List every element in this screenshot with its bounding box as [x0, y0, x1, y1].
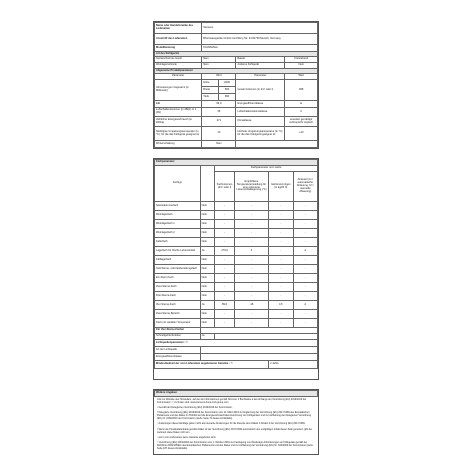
compartment-value: - [234, 229, 268, 238]
compartment-name: Zwei-Sterne-Bereich [155, 310, 201, 319]
compartment-value: Nein [200, 274, 215, 283]
compartment-value: - [293, 220, 317, 229]
warranty-label: Mindestlaufzeit der vom Lieferanten angebotenen Garantie ᶜ ᵈ: [155, 361, 269, 369]
compartment-name: Weinlagerfach 2 [155, 229, 201, 238]
compartment-row [155, 202, 318, 211]
compartment-value: 89,0 [215, 301, 235, 310]
light-class-label: Energieeffizienzklasse [155, 354, 201, 361]
compartment-name: Speisekammerfach [155, 202, 201, 211]
value-col-header: Wert [202, 74, 236, 80]
design-type-label: Bauart [236, 57, 285, 63]
compartment-name: Zwei-Sterne-Fach [155, 283, 201, 292]
other-appliance-value: Nein [285, 63, 318, 69]
compartment-value: - [293, 229, 317, 238]
footnote: ᵃ Gemäß der Delegierten Verordnung (EU) 2019/2016 der Kommission. [157, 406, 233, 410]
param2-col-header: Parameter [236, 74, 285, 80]
total-volume-label: Gesamtvolumen (in dm³ oder l) [236, 80, 285, 101]
footnotes [154, 397, 318, 455]
compartment-value: - [215, 211, 235, 220]
noise-class-label: Luftschallemissionsklasse [236, 108, 285, 117]
compartment-value: - [269, 265, 293, 274]
total-volume-value: 368 [285, 80, 318, 101]
compartment-value: - [234, 274, 268, 283]
compartment-value: - [293, 202, 317, 211]
low-noise-label: Geräuscharmes Gerät [155, 57, 202, 63]
compartment-value: - [215, 229, 235, 238]
compartment-value: - [215, 220, 235, 229]
compartment-value: - [269, 220, 293, 229]
annual-energy-label: Jährlicher Energieverbrauch (in kWh/a) [155, 117, 202, 127]
compartment-value: - [293, 319, 317, 328]
noise-class-value: C [285, 108, 318, 117]
compartment-value: - [269, 283, 293, 292]
width-label: Breite [202, 87, 218, 94]
winter-setting-label: Winterschaltung [155, 141, 202, 148]
compartment-name: Drei-Sterne-Fach [155, 292, 201, 301]
compartment-value: Ja [200, 247, 215, 256]
model-label: Modellkennung [155, 45, 202, 52]
compartment-row [155, 301, 318, 310]
other-appliance-label: Anderes Kühlgerät [236, 63, 285, 69]
compartment-row [155, 256, 318, 265]
compartment-value: - [293, 310, 317, 319]
compartment-value: - [293, 274, 317, 283]
compartment-value: - [234, 202, 268, 211]
depth-label: Tiefe [202, 94, 218, 101]
winter-setting-value: Nein [202, 141, 236, 148]
general-parameters-table [154, 22, 318, 148]
compartment-value: Nein [200, 265, 215, 274]
defrost-type-header: Abtauart (A = automatische Abtauung, M = manuelle Abtauung) [293, 172, 317, 202]
additional-info-table [154, 390, 318, 397]
compartment-value: - [215, 256, 235, 265]
address-label: Anschrift des Lieferanten [155, 34, 202, 45]
empty-cell [236, 141, 318, 148]
compartment-value: - [234, 238, 268, 247]
compartment-name: Weinlagerfach [155, 211, 201, 220]
compartment-value: - [215, 265, 235, 274]
compartment-value: Nein [200, 238, 215, 247]
annual-energy-value: 271 [202, 117, 236, 127]
noise-label: Luftschallemissionen (in dB(A) re 1 pW) [155, 108, 202, 117]
compartment-value: Nein [200, 283, 215, 292]
footnote: ᵈ Wenn die Produktdatenbank gemäß Artikel 12 der Verordnung (EU) 2017/1369 automatisch den endgültigen Inhalt dieser Zelle generiert, gibt der Lieferant diese Daten nicht ein. [157, 427, 313, 434]
temp-setting-header: Empfohlene Temperatureinstellung für eine optimierte Lebensmittellagerung (°C) [234, 172, 268, 202]
compartment-title: Fachparameter [155, 160, 318, 166]
compartment-row [155, 229, 318, 238]
compartment-name: Null-Sterne- oder Eisbereitungsfach [155, 265, 201, 274]
compartment-value: - [293, 292, 317, 301]
noise-value: 36 [202, 108, 236, 117]
params-section-header: Allgemeine Produktparameter [155, 69, 318, 74]
compartment-row [155, 310, 318, 319]
compartment-value: - [269, 256, 293, 265]
compartment-value: A [293, 301, 317, 310]
compartment-value: - [293, 211, 317, 220]
compartment-value: Nein [200, 256, 215, 265]
freezing-capacity-header: Gefriervermögen (in kg/24 h) [269, 172, 293, 202]
footnote: ᶜ Änderungen dieser Einträge gelten nicht als relevante Änderungen für die Zwecke des Artikels 4 Absatz 4 der Verordnung (EU) 2017/1369. [157, 422, 306, 426]
compartment-value: 4,5 [269, 301, 293, 310]
compartment-table [154, 159, 318, 369]
dimensions-label: Abmessungen insgesamt (in Millimeter) [155, 80, 202, 101]
wine-cabinet-label: Weinlagerschrank [155, 63, 202, 69]
compartment-value: - [234, 211, 268, 220]
compartment-value: - [215, 319, 235, 328]
compartment-value: -18 [234, 301, 268, 310]
compartment-name: Ein-Stern-Fach [155, 274, 201, 283]
compartment-value: Nein [200, 310, 215, 319]
compartment-row [155, 265, 318, 274]
eei-label: EEI [155, 101, 202, 108]
light-type-label: Art der Lichtquelle [155, 347, 201, 354]
design-type-value: Freistehend [285, 57, 318, 63]
four-star-header: Für Vier-Sterne-Fächer [155, 328, 201, 334]
quick-freeze-label: Schnellgefrierfunktion [155, 334, 201, 340]
compartment-name: Vier-Sterne-Fach [155, 301, 201, 310]
compartment-value: - [234, 319, 268, 328]
compartment-value: - [269, 202, 293, 211]
compartment-value: Nein [200, 202, 215, 211]
compartment-value: 279,0 [215, 247, 235, 256]
compartment-value: - [234, 220, 268, 229]
volume-header: Fachvolumen (dm³ oder l) [215, 172, 235, 202]
quick-freeze-value: Ja [200, 334, 215, 340]
compartment-row [155, 319, 318, 328]
depth-value: 660 [218, 94, 236, 101]
compartment-value: Nein [200, 211, 215, 220]
compartment-value: - [215, 274, 235, 283]
compartment-value: Ja [200, 301, 215, 310]
max-ambient-label: Höchste Umgebungstemperatur (in °C), für die das Kühlgerät geeignet ist [236, 127, 285, 141]
compartment-name: Kellerfach [155, 238, 201, 247]
compartment-value: - [215, 283, 235, 292]
compartment-row [155, 292, 318, 301]
compartment-value: 4 [234, 247, 268, 256]
compartment-value: - [215, 292, 235, 301]
compartment-value: - [269, 292, 293, 301]
compartment-name: Fach mit variabler Temperatur [155, 319, 201, 328]
climate-class-value: erweitert gemäßigt/ subtropisch/ tropisch [285, 117, 318, 127]
general-parameters-sheet [153, 21, 319, 149]
additional-info-title: Weitere Angaben [155, 391, 318, 397]
warranty-value: 2 Jahre [269, 361, 318, 369]
light-type-value [200, 347, 317, 354]
compartment-value: - [293, 265, 317, 274]
compartment-value: - [269, 238, 293, 247]
compartment-value: - [215, 310, 235, 319]
min-ambient-value: 10 [202, 127, 236, 141]
compartment-value: - [234, 310, 268, 319]
compartment-name: Weinlagerfach 1 [155, 220, 201, 229]
compartment-value: Nein [200, 220, 215, 229]
supplier-label: Name oder Handelsmarke des Lieferanten [155, 23, 202, 34]
compartment-value: - [269, 211, 293, 220]
compartment-name: Kaltlagerfach [155, 256, 201, 265]
height-value: 2030 [218, 80, 236, 87]
compartment-value: Nein [200, 319, 215, 328]
light-source-header: Lichtquellenparameter ᵃ ᵇ: [155, 340, 318, 347]
compartment-value: - [234, 256, 268, 265]
height-label: Höhe [202, 80, 218, 87]
footnote: ¹⁾ Verordnung (EU) 2019/2019 der Kommission vom 1. Oktober 2019 zur Festlegung von Ökodesign-Anforderungen an Kühlgeräte gemäß der Richtlinie 2009/125/EG des Europäischen Parlaments und des Rates und zur Aufhebung der Verordnung (EG) Nr. 643/2009 der Kommission (siehe Seite 187 dieses Amtsblatts). [157, 441, 314, 450]
compartment-values-header: Fachparameter und -werte [215, 166, 318, 172]
compartment-value: - [293, 238, 317, 247]
type-section-header: Art des Kühlgeräts [155, 52, 318, 57]
light-class-value [200, 354, 317, 361]
compartment-name: Lagerfach für frische Lebensmittel [155, 247, 201, 256]
footnote: Link zur Website des Herstellers, auf der die Informationen gemäß Nummer 4 Buchstabe a des Anhangs der Verordnung (EU) 2019/2019 der Kommission ᵇ ¹⁾ zu finden sind: www.siemens-home.bsh-group.com [157, 398, 307, 404]
energy-class-label: Energieeffizienzklasse [236, 101, 285, 108]
compartment-value: A [293, 247, 317, 256]
compartment-value: - [269, 229, 293, 238]
compartment-value: - [215, 238, 235, 247]
eei-value: 99,9 [202, 101, 236, 108]
empty-cell [200, 166, 215, 202]
param-col-header: Parameter [155, 74, 202, 80]
compartment-value: - [293, 256, 317, 265]
low-noise-value: Nein [202, 57, 236, 63]
compartment-row [155, 238, 318, 247]
compartment-value: - [269, 247, 293, 256]
compartment-type-header: Fachtyp [155, 166, 201, 202]
compartment-row [155, 274, 318, 283]
compartment-value: - [269, 310, 293, 319]
compartment-value: - [234, 265, 268, 274]
model-value: KG39NVIEA [202, 45, 318, 52]
compartment-value: - [234, 283, 268, 292]
compartment-value: - [293, 283, 317, 292]
compartment-value: - [269, 319, 293, 328]
compartment-value: - [269, 274, 293, 283]
compartment-value: - [215, 202, 235, 211]
address-value: BSH Hausgeräte GmbH Carl-Wery-Str. 34 81739 Munich, Germany [202, 34, 318, 45]
climate-class-label: Klimaklasse [236, 117, 285, 127]
compartment-row [155, 283, 318, 292]
compartment-row [155, 247, 318, 256]
wine-cabinet-value: Nein [202, 63, 236, 69]
additional-info-sheet [153, 389, 319, 455]
compartment-row [155, 220, 318, 229]
compartment-parameters-sheet [153, 158, 319, 380]
value2-col-header: Wert [285, 74, 318, 80]
footnote: ᵉ wenn vom Lieferanten keine Garantie angeboten wird. [157, 435, 216, 439]
max-ambient-value: +43 [285, 127, 318, 141]
supplier-value: Siemens [202, 23, 318, 34]
footnote: ᵇ Delegierte Verordnung (EU) 2019/2016 der Kommission vom 11. März 2019 zur Ergänzung der Verordnung (EU) 2017/1369 des Europäischen Parlaments und des Rates im Hinblick auf die Energieverbrauchskennzeichnung von Kühlgeräten und zur Aufhebung der Delegierten Verordnung (EU) Nr. 1060/2010 der Kommission (siehe Seite 72 dieses Amtsblatts). [157, 411, 311, 421]
energy-class-value: E [285, 101, 318, 108]
compartment-value: - [234, 292, 268, 301]
compartment-value: Nein [200, 229, 215, 238]
min-ambient-label: Niedrigste Umgebungstemperatur (in °C), für die das Kühlgerät geeignet ist [155, 127, 202, 141]
compartment-row [155, 211, 318, 220]
compartment-value: Nein [200, 292, 215, 301]
width-value: 600 [218, 87, 236, 94]
